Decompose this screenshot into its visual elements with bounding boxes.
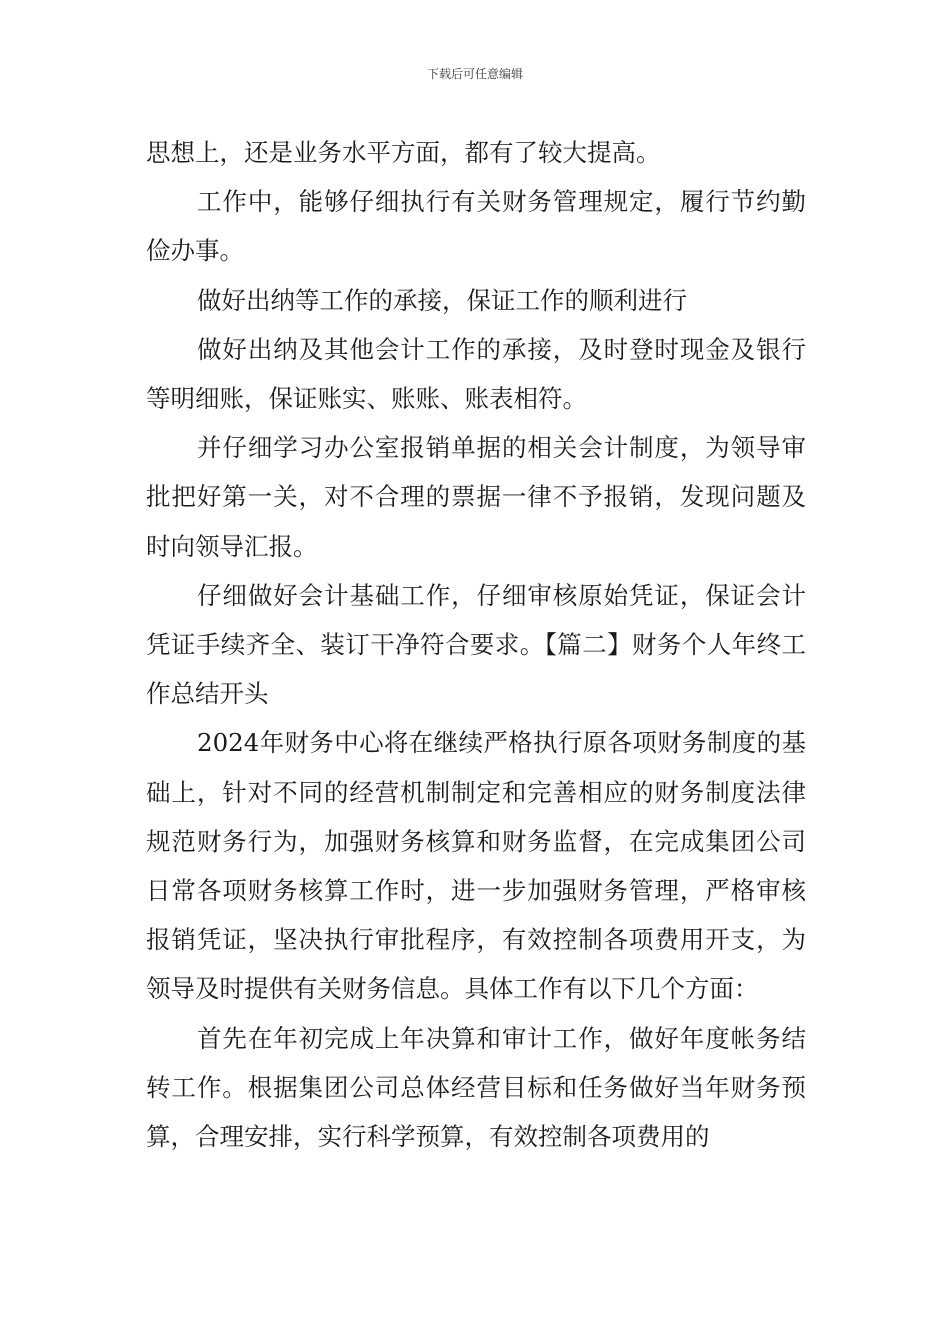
paragraph-3: 做好出纳等工作的承接，保证工作的顺利进行 xyxy=(197,285,687,315)
paragraph-8: 首先在年初完成上年决算和审计工作，做好年度帐务结转工作。根据集团公司总体经营目标和任务做好当年财务预算，合理安排，实行科学预算，有效控制各项费用的 xyxy=(146,1023,806,1152)
paragraph-6: 仔细做好会计基础工作，仔细审核原始凭证，保证会计凭证手续齐全、装订干净符合要求。【篇二】财务个人年终工作总结开头 xyxy=(146,580,806,709)
paragraph-4: 做好出纳及其他会计工作的承接，及时登时现金及银行等明细账，保证账实、账账、账表相符。 xyxy=(146,334,806,414)
paragraph-5: 并仔细学习办公室报销单据的相关会计制度，为领导审批把好第一关，对不合理的票据一律不予报销，发现问题及时向领导汇报。 xyxy=(146,433,806,561)
page-header: 下载后可任意编辑 xyxy=(426,67,523,81)
paragraph-1: 思想上，还是业务水平方面，都有了较大提高。 xyxy=(146,138,661,167)
document-body xyxy=(146,128,806,1161)
paragraph-7: 2024年财务中心将在继续严格执行原各项财务制度的基础上，针对不同的经营机制制定和完善相应的财务制度法律规范财务行为，加强财务核算和财务监督，在完成集团公司日常各项财务核算工作时，进一步加强财务管理，严格审核报销凭证，坚决执行审批程序，有效控制各项费用开支，为领导及时提供有关财务信息。具体工作有以下几个方面： xyxy=(146,728,806,1004)
paragraph-2: 工作中，能够仔细执行有关财务管理规定，履行节约勤俭办事。 xyxy=(146,187,806,266)
